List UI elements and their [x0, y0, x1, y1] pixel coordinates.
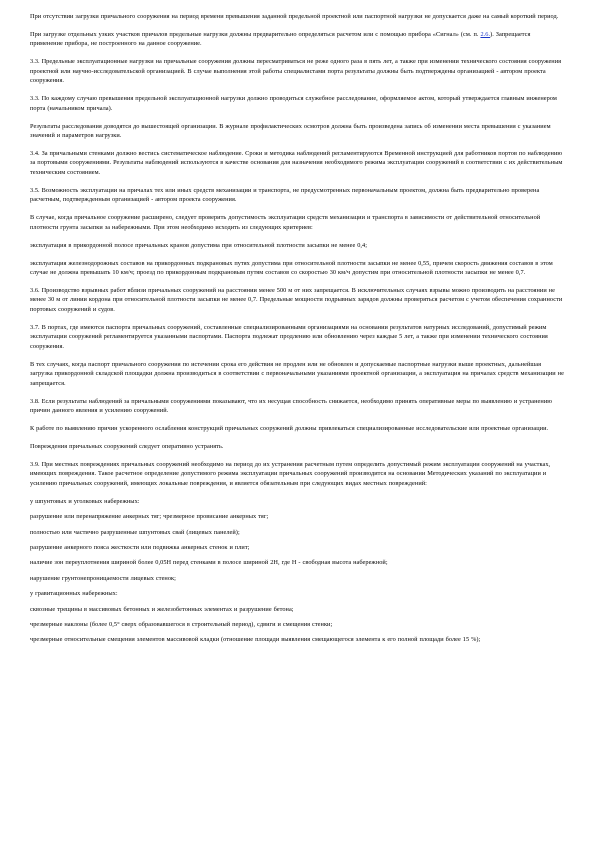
paragraph: 3.6. Производство взрывных работ вблизи причальных сооружений на расстоянии менее 500 м от них запрещается. В исключительных случаях взрывы можно производить на расстоянии не менее 30 м от линии кордона при относительной плотности засыпки не менее 0,7. Предельные мощности подрывных зарядов должны проверяться расчетом с учетом обеспечения сохранности портовых сооружений и судов.: [30, 287, 563, 313]
paragraph: [30, 30, 565, 49]
paragraph: разрушение анкерного пояса жесткости или подвижка анкерных стенок и плит;: [30, 543, 250, 551]
paragraph: К работе по выявлению причин ускоренного ослабления конструкций причальных сооружений должны привлекаться специализированные исследовательские или проектные организации.: [30, 424, 549, 432]
paragraph: 3.3. По каждому случаю превышения предельной эксплуатационной нагрузки должно проводиться служебное расследование, оформляемое актом, который утверждается главным инженером порта (начальником причала).: [30, 95, 557, 112]
paragraph: Повреждения причальных сооружений следует оперативно устранять.: [30, 442, 224, 450]
paragraph-text-after: ). Запрещается применение прибора, не построенного на данное сооружение.: [30, 31, 531, 48]
paragraph: сквозные трещины в массивовых бетонных и железобетонных элементах и разрушение бетона;: [30, 605, 294, 613]
section-link[interactable]: 2.6.: [480, 31, 491, 38]
paragraph: полностью или частично разрушенные шпунтовых свай (лицевых панелей);: [30, 528, 240, 536]
paragraph: эксплуатация в прикордонной полосе причальных кранов допустима при относительной плотности засыпки не менее 0,4;: [30, 241, 368, 249]
paragraph: При отсутствии загрузки причального сооружения на период времени превышения заданной предельной проектной или паспортной нагрузки не допускается даже на самый короткий период.: [30, 13, 559, 20]
paragraph: Результаты расследования доводятся до вышестоящей организации. В журнале профилактических осмотров должна быть произведена запись об изменении места превышения с указанием значений и параметров нагрузки.: [30, 122, 551, 140]
paragraph: нарушение грунтонепроницаемости лицевых стенок;: [30, 574, 176, 582]
paragraph: 3.5. Возможность эксплуатации на причалах тех или иных средств механизации и транспорта, не предусмотренных первоначальным проектом, должна быть предварительно проверена расчетным, подтвержденным организацией - автором проекта сооружения.: [30, 186, 540, 204]
paragraph: 3.4. За причальными стенками должно вестись систематическое наблюдение. Сроки и методика наблюдений регламентируются Временной инструкцией для работников портов по наблюдению за портовыми сооружениями. Результаты наблюдений используются в качестве основания для назначения необходимого режима эксплуатации сооружений в соответствии с их действительным техническим состоянием.: [30, 150, 563, 176]
paragraph: разрушение или перенапряжение анкерных тяг; чрезмерное провисание анкерных тяг;: [30, 513, 269, 521]
paragraph: 3.8. Если результаты наблюдений за причальными сооружениями показывают, что их несущая способность снижается, необходимо принять оперативные меры по выявлению и устранению причин данного явления и усилению сооружений.: [30, 397, 552, 414]
paragraph: чрезмерные относительные смещения элементов массивовой кладки (отношение площади выявления смещающегося элемента к его полной площади более 15 %);: [30, 636, 481, 644]
paragraph: чрезмерные наклоны (более 0,5° сверх образовавшегося в строительный период), сдвиги и смещения стенки;: [30, 620, 333, 628]
paragraph: В случае, когда причальное сооружение расширено, следует проверить допустимость эксплуатации средств механизации и транспорта в зависимости от действительной относительной плотности грунта засыпки за набережными. При этом необходимо исходить из следующих критериев:: [30, 214, 541, 231]
paragraph: 3.7. В портах, где имеются паспорта причальных сооружений, составленные специализированными организациями на основании результатов натурных исследований, допустимый режим эксплуатации сооружений регламентируется указанными паспортами. Паспорта подлежат продлению или обновлению через каждые 5 лет, а также при изменении технического состояния сооружения.: [30, 323, 548, 350]
paragraph: В тех случаях, когда паспорт причального сооружения по истечении срока его действия не продлен или не обновлен и допускаемые паспортные нагрузки выше проектных, дальнейшая загрузка прикордонной складской площадки должна производиться в соответствии с первоначальными указаниями проектной организации, а эксплуатация на причалах средств механизации не запрещается.: [30, 360, 564, 387]
paragraph: у шпунтовых и уголковых набережных:: [30, 497, 140, 505]
paragraph-text-before: При загрузке отдельных узких участков причалов предельные нагрузки должны предварительно определяться расчетом или с помощью прибора «Сигнал» (см. п.: [30, 31, 481, 38]
paragraph: у гравитационных набережных:: [30, 590, 118, 598]
paragraph: наличие зон переуплотнения шириной более 0,05H перед стенками в полосе шириной 2H, где H - свободная высота набережной;: [30, 559, 388, 567]
paragraph: 3.3. Предельные эксплуатационные нагрузки на причальные сооружения должны пересматриваться не реже одного раза в пять лет, а также при изменении технического состояния сооружения проектной или научно-исследовательской организацией. В случае выполнения этой работы специалистами порта результаты должны быть подтверждены организацией - автором проекта сооружения.: [30, 58, 562, 85]
paragraph: эксплуатация железнодорожных составов на прикордонных подкрановых путях допустима при относительной плотности засыпки не менее 0,55, причем скорость движения составов в этом случае не должна превышать 10 км/ч; проезд по прикордонным подкрановым путям составов со скоростью 30 км/ч допустим при относительной плотности засыпки не менее 0,7.: [30, 259, 553, 277]
paragraph: 3.9. При местных повреждениях причальных сооружений необходимо на период до их устранения расчетным путем определить допустимый режим эксплуатации сооружений на участках, имеющих повреждения. Такое расчетное определение допустимого режима эксплуатации причальных сооружений производится на основании Методических указаний по эксплуатации и усилению причальных сооружений, имеющих локальные повреждения, и является обязательным при следующих видах местных повреждений:: [30, 460, 551, 487]
